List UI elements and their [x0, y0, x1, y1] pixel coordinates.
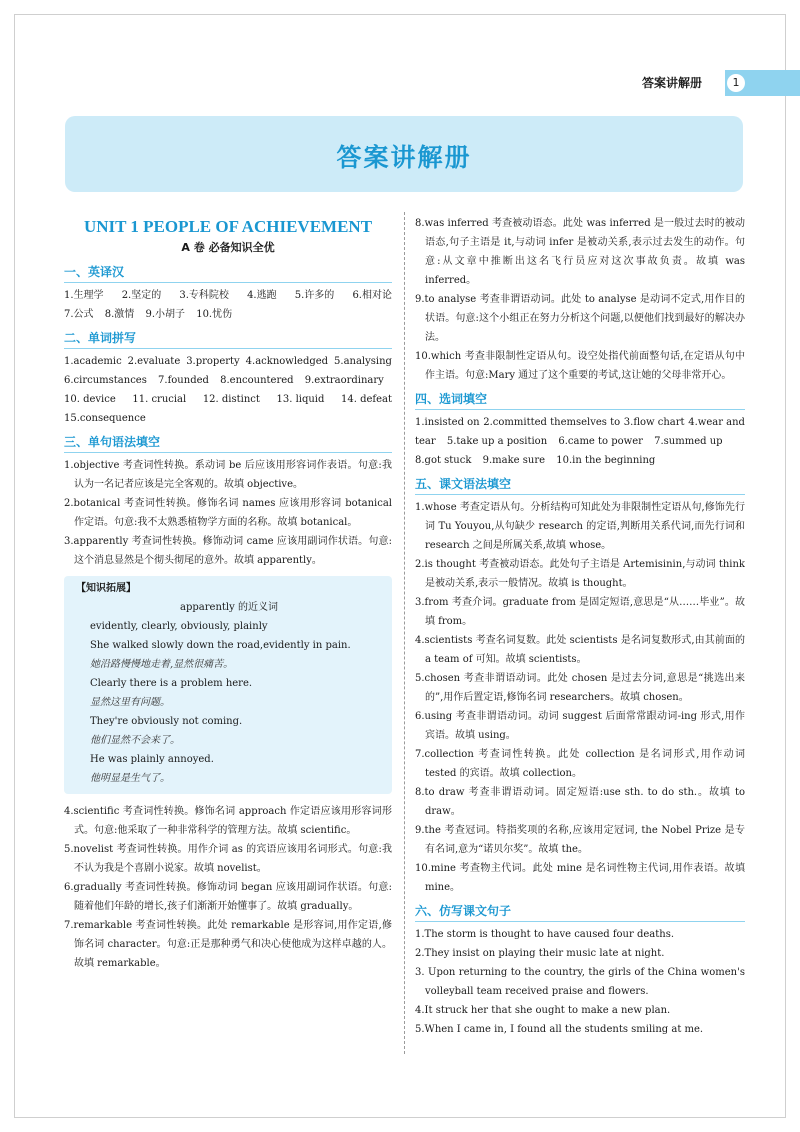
answer-item: 9.to analyse 考查非谓语动词。此处 to analyse 是动词不定式,用作目的状语。句意:这个小组正在努力分析这个问题,以便他们找到最好的解决办法。 [415, 294, 745, 343]
answer-item: 6.using 考查非谓语动词。动词 suggest 后面常常跟动词-ing 形式,用作宾语。故填 using。 [415, 711, 745, 741]
answer-item: 2.They insist on playing their music late at night. [415, 948, 665, 959]
answer-item: 7.collection 考查词性转换。此处 collection 是名词形式,用作动词 tested 的宾语。故填 collection。 [415, 749, 745, 779]
section-heading: 四、选词填空 [415, 390, 745, 410]
answer: 7.summed up [654, 436, 723, 447]
answer-item: 6.gradually 考查词性转换。修饰动词 began 应该用副词作状语。句意:随着他们年龄的增长,孩子们渐渐开始懂事了。故填 gradually。 [64, 882, 392, 912]
answer: 8.encountered [220, 375, 294, 386]
answer: 11. crucial [132, 394, 187, 405]
column-divider [404, 212, 405, 1054]
example-en: She walked slowly down the road,evidently in pain. [90, 640, 351, 651]
answer-row [64, 286, 392, 305]
answer: 3.flow chart [623, 417, 685, 428]
answer: 2.坚定的 [121, 290, 162, 301]
example-en: They're obviously not coming. [90, 716, 243, 727]
answer-item: 8.to draw 考查非谓语动词。固定短语:use sth. to do sth.。故填 to draw。 [415, 787, 745, 817]
page-number: 1 [727, 74, 745, 92]
answer-item: 2.is thought 考查被动语态。此处句子主语是 Artemisinin,与动词 think 是被动关系,表示一般情况。故填 is thought。 [415, 559, 745, 589]
answer: 5.许多的 [294, 290, 335, 301]
answer: 15.consequence [64, 413, 146, 424]
answer: 1.insisted on [415, 417, 480, 428]
answer-item: 9.the 考查冠词。特指奖项的名称,应该用定冠词, the Nobel Prize 是专有名词,意为“诺贝尔奖”。故填 the。 [415, 825, 745, 855]
answer-item: 7.remarkable 考查词性转换。此处 remarkable 是形容词,用作定语,修饰名词 character。句意:正是那种勇气和决心使他成为这样卓越的人。故填 remarkable。 [64, 920, 392, 969]
answer-item: 8.was inferred 考查被动语态。此处 was inferred 是一般过去时的被动语态,句子主语是 it,与动词 infer 是被动关系,表示过去发生的动作。句意:从文章中推断出这名飞行员应对这次事故负责。故填 was inferred。 [415, 218, 745, 286]
answer: 5.take up a position [446, 436, 548, 447]
synonym-list: evidently, clearly, obviously, plainly [90, 621, 268, 632]
answer: 8.激情 [104, 309, 135, 320]
answer-item: 3.apparently 考查词性转换。修饰动词 came 应该用副词作状语。句意:这个消息显然是个彻头彻尾的意外。故填 apparently。 [64, 536, 392, 566]
answer: 13. liquid [276, 394, 325, 405]
answer: 1.academic [64, 356, 122, 367]
answer: 4.wear and [688, 417, 745, 428]
answer-row [415, 432, 745, 451]
answer-item: 3.from 考查介词。graduate from 是固定短语,意思是“从……毕业”。故填 from。 [415, 597, 745, 627]
knowledge-heading: apparently 的近义词 [180, 602, 278, 613]
left-column [64, 214, 392, 973]
answer-item: 10.mine 考查物主代词。此处 mine 是名词性物主代词,用作表语。故填 mine。 [415, 863, 745, 893]
knowledge-box [64, 576, 392, 794]
answer: 6.相对论 [352, 290, 392, 301]
answer: 7.公式 [64, 309, 94, 320]
section-heading: 一、英译汉 [64, 263, 392, 283]
answer-item: 10.which 考查非限制性定语从句。设空处指代前面整句话,在定语从句中作主语。句意:Mary 通过了这个重要的考试,这让她的父母非常开心。 [415, 351, 745, 381]
title-banner [65, 116, 743, 192]
answer-row [64, 390, 392, 409]
section-heading: 三、单句语法填空 [64, 433, 392, 453]
example-cn: 显然这里有问题。 [90, 697, 170, 708]
running-head [0, 70, 800, 96]
right-column [415, 214, 745, 1039]
answer: 2.committed themselves to [483, 417, 621, 428]
answer-row [415, 451, 745, 470]
answer-item: 2.botanical 考查词性转换。修饰名词 names 应该用形容词 botanical 作定语。句意:我不太熟悉植物学方面的名称。故填 botanical。 [64, 498, 392, 528]
answer-item: 5.novelist 考查词性转换。用作介词 as 的宾语应该用名词形式。句意:我不认为我是个喜剧小说家。故填 novelist。 [64, 844, 392, 874]
answer: 4.逃跑 [247, 290, 277, 301]
answer: 3.property [186, 356, 240, 367]
example-cn: 她沿路慢慢地走着,显然很痛苦。 [90, 659, 234, 670]
answer: 9.小胡子 [145, 309, 186, 320]
answer: 8.got stuck [415, 455, 472, 466]
answer: 4.acknowledged [245, 356, 329, 367]
example-cn: 他明显是生气了。 [90, 773, 170, 784]
answer: 6.came to power [558, 436, 643, 447]
running-title: 答案讲解册 [641, 76, 702, 90]
answer-row [64, 305, 392, 324]
answer-item: 4.It struck her that she ought to make a new plan. [415, 1005, 671, 1016]
answer-item: 1.whose 考查定语从句。分析结构可知此处为非限制性定语从句,修饰先行词 Tu Youyou,从句缺少 research 的定语,判断用关系代词,而先行词和 research 之间是所属关系,故填 whose。 [415, 502, 745, 551]
section-heading: 五、课文语法填空 [415, 475, 745, 495]
answer: 2.evaluate [127, 356, 181, 367]
answer: 7.founded [158, 375, 209, 386]
example-en: He was plainly annoyed. [90, 754, 214, 765]
answer: 5.analysing [334, 356, 392, 367]
example-cn: 他们显然不会来了。 [90, 735, 180, 746]
answer-item: 4.scientists 考查名词复数。此处 scientists 是名词复数形式,由其前面的 a team of 可知。故填 scientists。 [415, 635, 745, 665]
answer-item: 4.scientific 考查词性转换。修饰名词 approach 作定语应该用形容词形式。句意:他采取了一种非常科学的管理方法。故填 scientific。 [64, 806, 392, 836]
answer-item: 1.The storm is thought to have caused four deaths. [415, 929, 674, 940]
answer: 10.in the beginning [556, 455, 656, 466]
answer-row [64, 371, 392, 390]
answer: 1.生理学 [64, 290, 104, 301]
unit-title: UNIT 1 PEOPLE OF ACHIEVEMENT [83, 217, 373, 236]
answer-row [64, 352, 392, 371]
answer-item: 1.objective 考查词性转换。系动词 be 后应该用形容词作表语。句意:我认为一名记者应该是完全客观的。故填 objective。 [64, 460, 392, 490]
answer: 10.忧伤 [196, 309, 233, 320]
section-heading: 二、单词拼写 [64, 329, 392, 349]
answer-row [415, 413, 745, 432]
answer: 3.专科院校 [179, 290, 229, 301]
answer-item: 5.When I came in, I found all the students smiling at me. [415, 1024, 704, 1035]
knowledge-tag: 【知识拓展】 [76, 583, 136, 594]
answer-item: 3. Upon returning to the country, the girls of the China women's volleyball team received praise and flowers. [415, 967, 745, 997]
example-en: Clearly there is a problem here. [90, 678, 253, 689]
section-subtitle: A 卷 必备知识全优 [181, 241, 275, 254]
answer: 6.circumstances [64, 375, 147, 386]
answer: 10. device [64, 394, 116, 405]
section-heading: 六、仿写课文句子 [415, 902, 745, 922]
answer-item: 5.chosen 考查非谓语动词。此处 chosen 是过去分词,意思是“挑选出来的”,用作后置定语,修饰名词 researchers。故填 chosen。 [415, 673, 745, 703]
answer-row [64, 409, 392, 428]
answer: 12. distinct [202, 394, 260, 405]
answer: 14. defeat [340, 394, 392, 405]
banner-title: 答案讲解册 [336, 143, 472, 172]
answer: 9.extraordinary [304, 375, 384, 386]
answer: tear [415, 436, 436, 447]
answer: 9.make sure [482, 455, 546, 466]
